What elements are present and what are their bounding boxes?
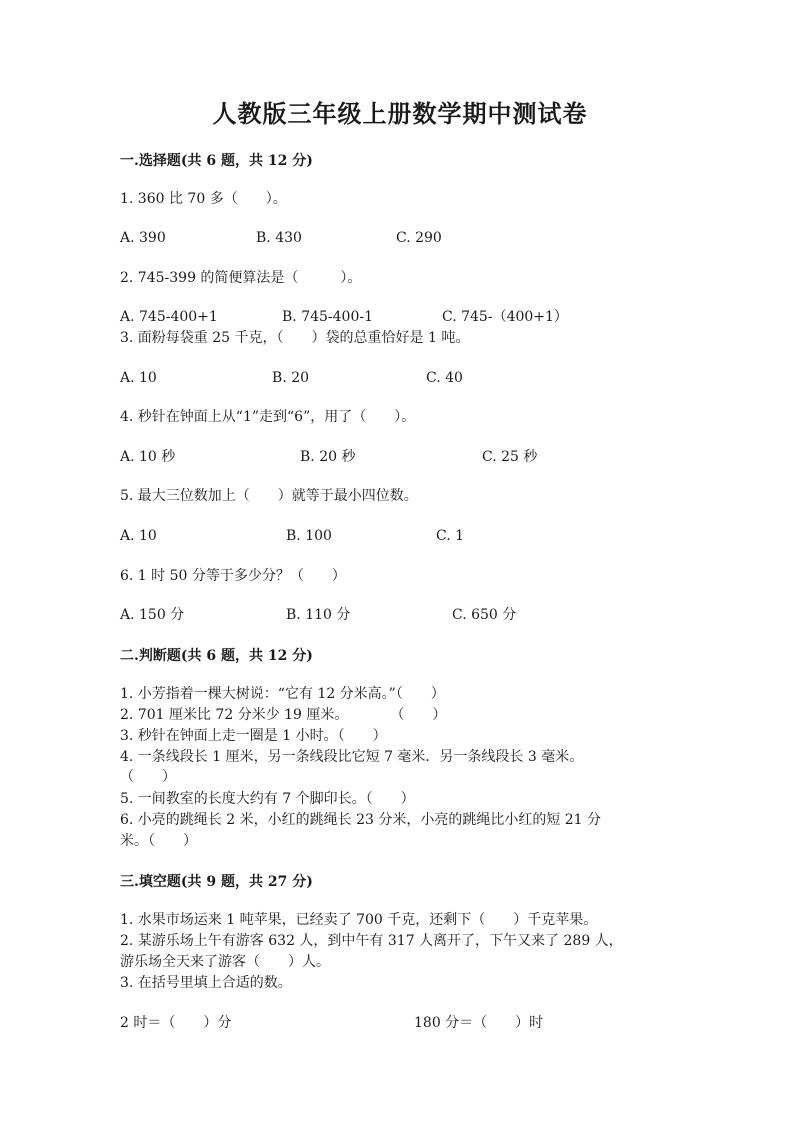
option-a: A. 745-400+1 bbox=[120, 309, 218, 325]
option-b: B. 745-400-1 bbox=[282, 309, 373, 325]
option-b: B. 430 bbox=[256, 230, 302, 246]
judge-3: 3. 秒针在钟面上走一圈是 1 小时。（ ） bbox=[120, 728, 387, 744]
option-b: B. 110 分 bbox=[286, 607, 351, 623]
judge-6-cont: 米。（ ） bbox=[120, 833, 197, 849]
question-4: 4. 秒针在钟面上从“1”走到“6”，用了（ ）。 bbox=[120, 409, 416, 425]
fill-3-item-a: 2 时＝（ ）分 bbox=[120, 1015, 232, 1031]
fill-3-item-b: 180 分＝（ ）时 bbox=[414, 1015, 544, 1031]
question-6: 6. 1 时 50 分等于多少分？（ ） bbox=[120, 568, 346, 584]
option-b: B. 100 bbox=[286, 528, 332, 544]
option-a: A. 150 分 bbox=[120, 607, 185, 623]
section-heading-fill: 三.填空题(共 9 题，共 27 分) bbox=[120, 874, 313, 890]
fill-3: 3. 在括号里填上合适的数。 bbox=[120, 975, 292, 991]
option-b: B. 20 bbox=[272, 370, 310, 386]
fill-2-cont: 游乐场全天来了游客（ ）人。 bbox=[120, 954, 330, 970]
option-c: C. 40 bbox=[426, 370, 463, 386]
judge-4: 4. 一条线段长 1 厘米，另一条线段比它短 7 毫米．另一条线段长 3 毫米。 bbox=[120, 749, 584, 765]
option-c: C. 25 秒 bbox=[482, 449, 538, 465]
option-c: C. 290 bbox=[396, 230, 442, 246]
option-c: C. 745-（400+1） bbox=[442, 309, 568, 325]
judge-1: 1. 小芳指着一棵大树说：“它有 12 分米高。”（ ） bbox=[120, 686, 445, 702]
option-c: C. 650 分 bbox=[452, 607, 517, 623]
section-heading-choice: 一.选择题(共 6 题，共 12 分) bbox=[120, 153, 313, 169]
judge-6: 6. 小亮的跳绳长 2 米，小红的跳绳长 23 分米，小亮的跳绳比小红的短 21 分 bbox=[120, 812, 602, 828]
question-5: 5. 最大三位数加上（ ）就等于最小四位数。 bbox=[120, 488, 418, 504]
fill-2: 2. 某游乐场上午有游客 632 人，到中午有 317 人离开了，下午又来了 289 人， bbox=[120, 933, 623, 949]
option-a: A. 10 bbox=[120, 370, 157, 386]
page-title: 人教版三年级上册数学期中测试卷 bbox=[212, 99, 588, 128]
question-2: 2. 745-399 的简便算法是（ ）。 bbox=[120, 270, 362, 286]
option-a: A. 390 bbox=[120, 230, 166, 246]
option-c: C. 1 bbox=[436, 528, 465, 544]
judge-4-bracket: （ ） bbox=[120, 769, 176, 785]
option-a: A. 10 bbox=[120, 528, 157, 544]
question-3: 3. 面粉每袋重 25 千克，（ ）袋的总重恰好是 1 吨。 bbox=[120, 330, 470, 346]
option-a: A. 10 秒 bbox=[120, 449, 176, 465]
judge-2: 2. 701 厘米比 72 分米少 19 厘米。 （ ） bbox=[120, 707, 447, 723]
fill-1: 1. 水果市场运来 1 吨苹果，已经卖了 700 千克，还剩下（ ）千克苹果。 bbox=[120, 912, 598, 928]
section-heading-judge: 二.判断题(共 6 题，共 12 分) bbox=[120, 648, 313, 664]
question-1: 1. 360 比 70 多（ ）。 bbox=[120, 191, 287, 207]
judge-5: 5. 一间教室的长度大约有 7 个脚印长。（ ） bbox=[120, 791, 415, 807]
option-b: B. 20 秒 bbox=[300, 449, 356, 465]
